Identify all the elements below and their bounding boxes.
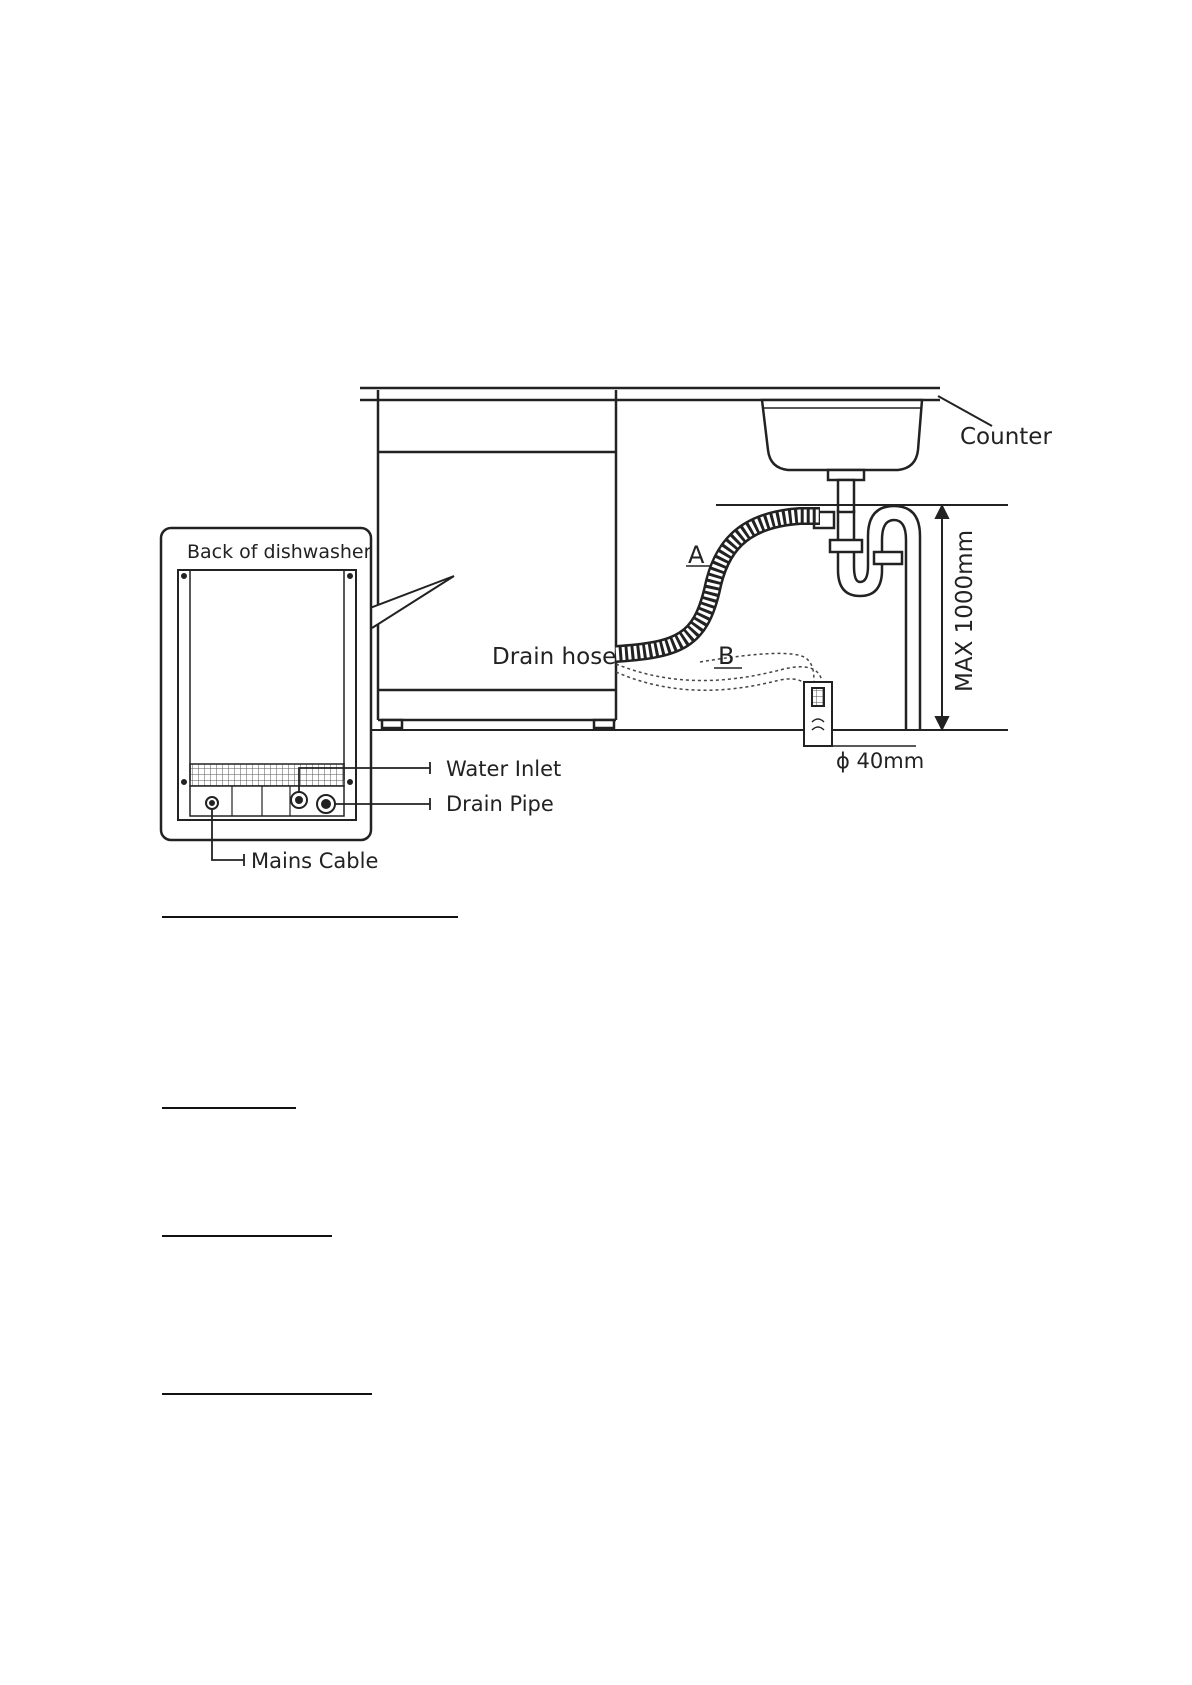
water-inlet-connector (291, 792, 307, 808)
section-heading-4 (162, 1393, 372, 1395)
drain-pipe-connector (317, 795, 335, 813)
mains-cable-label: Mains Cable (251, 849, 379, 873)
height-reference-lines (370, 505, 1008, 730)
diameter-label: ϕ 40mm (836, 749, 925, 773)
callout-pointer (370, 576, 454, 628)
standpipe (804, 682, 916, 746)
drain-hose-a (616, 516, 820, 654)
sink (762, 400, 922, 512)
water-inlet-label: Water Inlet (446, 757, 562, 781)
drain-pipe-label: Drain Pipe (446, 792, 554, 816)
drain-hose-label: Drain hose (492, 644, 617, 670)
section-heading-3 (162, 1235, 332, 1237)
hose-b-label: B (718, 642, 735, 670)
height-dimension-arrow (936, 506, 948, 729)
counter-top (360, 388, 940, 400)
section-heading-1 (162, 916, 458, 918)
dishwasher-unit (378, 390, 616, 728)
section-heading-2 (162, 1107, 296, 1109)
hose-a-label: A (688, 541, 705, 569)
max-height-label: MAX 1000mm (952, 530, 978, 692)
mains-cable-socket (206, 797, 218, 809)
counter-label: Counter (960, 424, 1052, 450)
back-of-dishwasher-label: Back of dishwasher (187, 541, 372, 563)
counter-leader-line (938, 396, 992, 426)
back-of-dishwasher-panel (161, 528, 371, 840)
